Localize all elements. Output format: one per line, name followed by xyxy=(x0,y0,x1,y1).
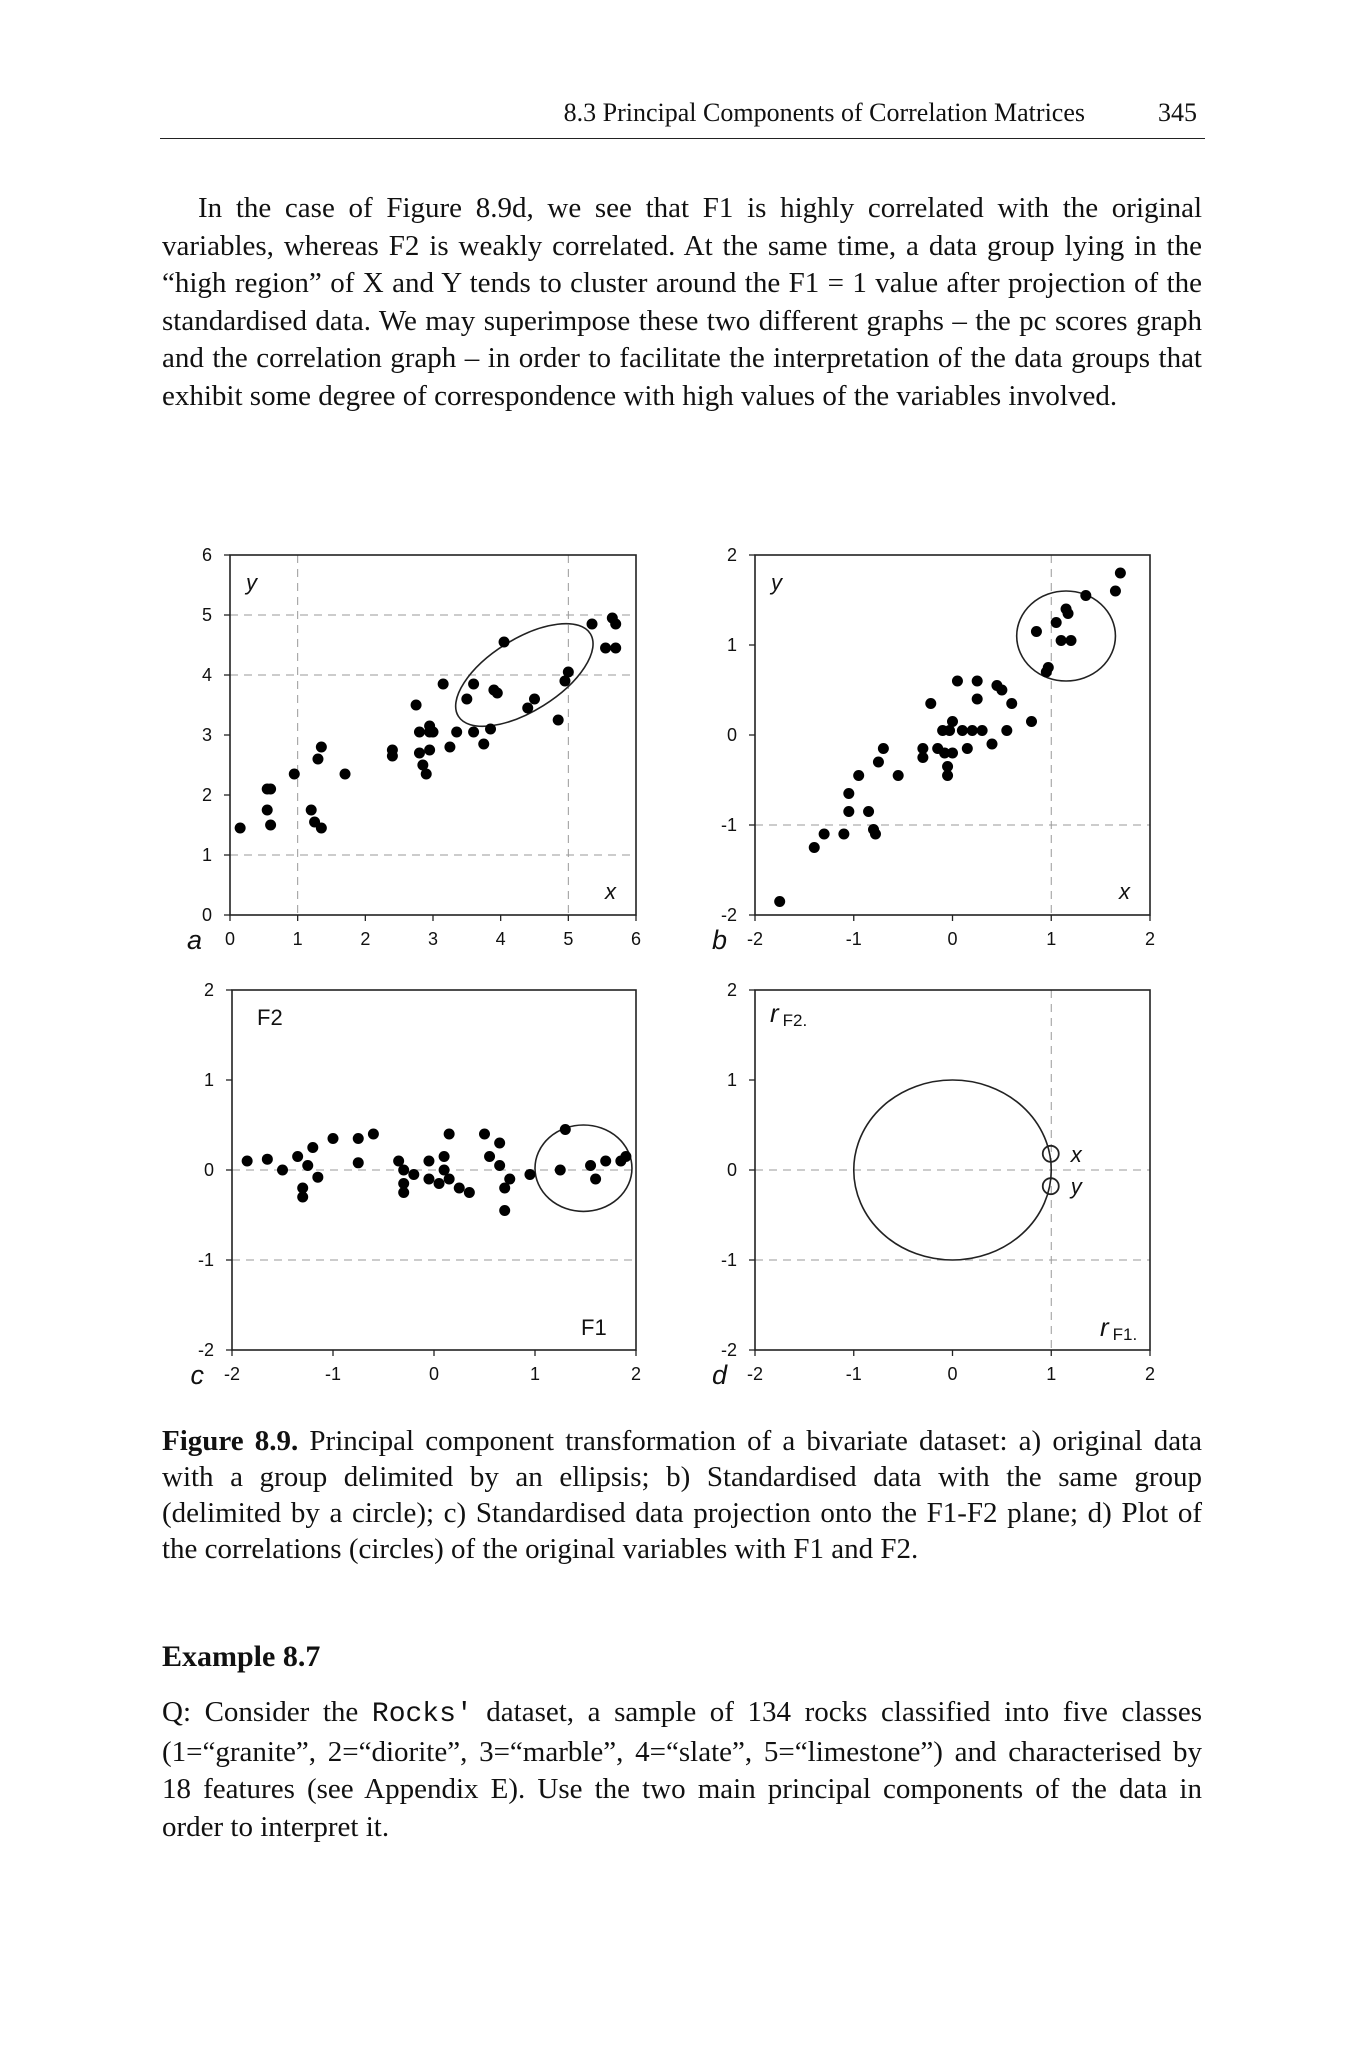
data-point xyxy=(292,1151,303,1162)
data-point xyxy=(444,742,455,753)
page-number: 345 xyxy=(1158,98,1197,127)
axis-label-y: y xyxy=(246,570,257,595)
data-point xyxy=(957,725,968,736)
x-tick-label: -1 xyxy=(845,929,862,949)
data-point xyxy=(478,739,489,750)
data-point xyxy=(870,829,881,840)
y-tick-label: 4 xyxy=(201,665,212,685)
data-point xyxy=(843,788,854,799)
data-point xyxy=(967,725,978,736)
data-point xyxy=(529,694,540,705)
data-point xyxy=(962,743,973,754)
y-tick-label: 2 xyxy=(726,980,737,1000)
data-point xyxy=(1056,635,1067,646)
caption-text: Principal component transformation of a bivariate dataset: a) original data with a group delimited by an ellipsis; b) Standardised data with the same group (delimited by a circle); c) Standardised data projection onto the F1-F2 plane; d) Plot of the correlations (circles) of the original variables with F1 and F2. xyxy=(162,1425,1202,1565)
data-point xyxy=(439,1151,450,1162)
panel-letter: b xyxy=(711,925,727,955)
axis-label-rf1: r F1. xyxy=(1100,1312,1138,1344)
data-point xyxy=(563,667,574,678)
data-point xyxy=(454,1183,465,1194)
data-point xyxy=(893,770,904,781)
data-point xyxy=(328,1133,339,1144)
y-tick-label: -1 xyxy=(197,1250,214,1270)
x-tick-label: 4 xyxy=(495,929,506,949)
data-point xyxy=(972,694,983,705)
data-point xyxy=(468,727,479,738)
data-point xyxy=(494,1138,505,1149)
data-point xyxy=(340,769,351,780)
data-point xyxy=(414,748,425,759)
x-tick-label: 5 xyxy=(563,929,574,949)
y-tick-label: 0 xyxy=(201,905,212,925)
x-tick-label: 3 xyxy=(427,929,439,949)
x-tick-label: 1 xyxy=(292,929,303,949)
y-tick-label: 6 xyxy=(201,545,212,565)
data-point xyxy=(838,829,849,840)
data-point xyxy=(464,1187,475,1198)
data-point xyxy=(952,676,963,687)
y-tick-label: 2 xyxy=(203,980,214,1000)
data-point xyxy=(499,1205,510,1216)
panel-b xyxy=(712,545,1155,955)
data-point xyxy=(277,1165,288,1176)
data-point xyxy=(312,754,323,765)
example-heading: Example 8.7 xyxy=(162,1640,321,1673)
data-point xyxy=(522,703,533,714)
data-point xyxy=(302,1160,313,1171)
data-point xyxy=(620,1151,631,1162)
point-label-y: y xyxy=(1070,1174,1082,1200)
data-point xyxy=(306,805,317,816)
panel-d xyxy=(712,980,1155,1390)
x-tick-label: 6 xyxy=(630,929,642,949)
data-point xyxy=(1006,698,1017,709)
y-tick-label: 0 xyxy=(203,1160,214,1180)
y-tick-label: 2 xyxy=(201,785,212,805)
data-point xyxy=(555,1165,566,1176)
data-point xyxy=(987,739,998,750)
data-point xyxy=(242,1156,253,1167)
data-point xyxy=(265,820,276,831)
y-tick-label: 0 xyxy=(726,725,737,745)
data-point xyxy=(947,748,958,759)
figure-8-9 xyxy=(0,530,1350,1410)
data-point xyxy=(499,637,510,648)
data-point xyxy=(504,1174,515,1185)
data-point xyxy=(610,643,621,654)
y-tick-label: -2 xyxy=(720,905,737,925)
data-point xyxy=(451,727,462,738)
data-point xyxy=(524,1169,535,1180)
data-point xyxy=(610,619,621,630)
data-point xyxy=(1043,662,1054,673)
data-point xyxy=(411,700,422,711)
data-point xyxy=(479,1129,490,1140)
x-tick-label: -2 xyxy=(223,1364,241,1384)
caption-label: Figure 8.9. xyxy=(162,1425,299,1457)
panel-a xyxy=(187,545,641,955)
data-point xyxy=(353,1133,364,1144)
data-point xyxy=(423,1156,434,1167)
data-point xyxy=(560,1124,571,1135)
data-point xyxy=(368,1129,379,1140)
running-title: 8.3 Principal Components of Correlation Matrices xyxy=(563,98,1085,127)
data-point xyxy=(819,829,830,840)
data-point xyxy=(235,823,246,834)
axis-label-rf2: r F2. xyxy=(770,998,808,1030)
panel-letter: a xyxy=(186,925,202,955)
data-point xyxy=(590,1174,601,1185)
data-point xyxy=(1110,586,1121,597)
y-tick-label: 1 xyxy=(726,635,737,655)
data-point xyxy=(398,1187,409,1198)
data-point xyxy=(1063,608,1074,619)
y-tick-label: 0 xyxy=(726,1160,737,1180)
data-point xyxy=(873,757,884,768)
data-point xyxy=(843,806,854,817)
data-point xyxy=(421,769,432,780)
data-point xyxy=(468,679,479,690)
axis-label-y: y xyxy=(771,570,782,595)
data-point xyxy=(996,685,1007,696)
data-point xyxy=(977,725,988,736)
y-tick-label: -1 xyxy=(720,1250,737,1270)
data-point xyxy=(387,745,398,756)
y-tick-label: 1 xyxy=(201,845,212,865)
data-point xyxy=(444,1174,455,1185)
data-point xyxy=(316,742,327,753)
x-tick-label: 1 xyxy=(1046,1364,1057,1384)
data-point xyxy=(398,1165,409,1176)
data-point xyxy=(853,770,864,781)
data-point xyxy=(947,716,958,727)
data-point xyxy=(428,727,439,738)
group-circle xyxy=(535,1125,632,1211)
dataset-name: Rocks' xyxy=(371,1699,473,1730)
data-point xyxy=(1031,626,1042,637)
data-point xyxy=(600,643,611,654)
x-tick-label: 0 xyxy=(224,929,236,949)
data-point xyxy=(1026,716,1037,727)
x-tick-label: 1 xyxy=(529,1364,541,1384)
x-tick-label: 2 xyxy=(630,1364,642,1384)
y-tick-label: 1 xyxy=(203,1070,214,1090)
x-tick-label: 2 xyxy=(1144,929,1156,949)
panel-letter: d xyxy=(711,1360,727,1390)
data-point xyxy=(316,823,327,834)
data-point xyxy=(1080,590,1091,601)
data-point xyxy=(600,1156,611,1167)
data-point xyxy=(424,745,435,756)
axis-label-x: x xyxy=(605,879,616,904)
panel-c xyxy=(191,980,642,1390)
x-tick-label: 0 xyxy=(428,1364,440,1384)
running-head xyxy=(160,98,1205,139)
data-point xyxy=(485,724,496,735)
x-tick-label: -2 xyxy=(746,1364,764,1384)
data-point xyxy=(297,1192,308,1203)
data-point xyxy=(972,676,983,687)
data-point xyxy=(494,1160,505,1171)
x-tick-label: 2 xyxy=(1144,1364,1156,1384)
data-point xyxy=(809,842,820,853)
axis-label-f2: F2 xyxy=(257,1005,283,1030)
axis-label-x: x xyxy=(1119,879,1130,904)
data-point xyxy=(1051,617,1062,628)
example-question-rest: dataset, a sample of 134 rocks classified into five classes (1=“granite”, 2=“diorite”, 3=“marble”, 4=“slate”, 5=“limestone”) and characterised by 18 features (see Appendix E). Use the two main principal components of the data in order to interpret it. xyxy=(162,1696,1202,1843)
data-point xyxy=(917,743,928,754)
data-point xyxy=(863,806,874,817)
example-question-prefix: Q: Consider the xyxy=(162,1696,372,1728)
y-tick-label: 1 xyxy=(726,1070,737,1090)
intro-paragraph: In the case of Figure 8.9d, we see that F1 is highly correlated with the original variables, whereas F2 is weakly correlated. At the same time, a data group lying in the “high region” of X and Y tends to cluster around the F1 = 1 value after projection of the standardised data. We may superimpose these two different graphs – the pc scores graph and the correlation graph – in order to facilitate the interpretation of the data groups that exhibit some degree of correspondence with high values of the variables involved. xyxy=(162,192,1202,412)
data-point xyxy=(434,1178,445,1189)
x-tick-label: -1 xyxy=(845,1364,862,1384)
data-point xyxy=(484,1151,495,1162)
data-point xyxy=(262,1154,273,1165)
y-tick-label: 5 xyxy=(201,605,212,625)
data-point xyxy=(423,1174,434,1185)
data-point xyxy=(774,896,785,907)
x-tick-label: -1 xyxy=(324,1364,342,1384)
data-point xyxy=(438,679,449,690)
data-point xyxy=(1115,568,1126,579)
x-tick-label: 1 xyxy=(1046,929,1057,949)
data-point xyxy=(444,1129,455,1140)
point-label-x: x xyxy=(1070,1141,1082,1167)
axis-label-f1: F1 xyxy=(581,1315,607,1340)
data-point xyxy=(925,698,936,709)
data-point xyxy=(307,1142,318,1153)
data-point xyxy=(408,1169,419,1180)
y-tick-label: -1 xyxy=(720,815,737,835)
data-point xyxy=(942,770,953,781)
x-tick-label: 0 xyxy=(947,929,958,949)
y-tick-label: 3 xyxy=(201,725,212,745)
data-point xyxy=(265,784,276,795)
data-point xyxy=(587,619,598,630)
data-point xyxy=(585,1160,596,1171)
panel-letter: c xyxy=(190,1360,204,1390)
data-point xyxy=(1001,725,1012,736)
y-tick-label: -2 xyxy=(720,1340,737,1360)
y-tick-label: 2 xyxy=(726,545,737,565)
data-point xyxy=(461,694,472,705)
data-point xyxy=(414,727,425,738)
example-paragraph xyxy=(162,1694,1202,1846)
x-tick-label: 2 xyxy=(360,929,371,949)
data-point xyxy=(1066,635,1077,646)
data-point xyxy=(262,805,273,816)
data-point xyxy=(289,769,300,780)
data-point xyxy=(353,1157,364,1168)
data-point xyxy=(878,743,889,754)
x-tick-label: 0 xyxy=(947,1364,958,1384)
data-point xyxy=(492,688,503,699)
x-tick-label: -2 xyxy=(746,929,764,949)
data-point xyxy=(553,715,564,726)
y-tick-label: -2 xyxy=(197,1340,214,1360)
figure-caption xyxy=(162,1423,1202,1567)
data-point xyxy=(312,1172,323,1183)
